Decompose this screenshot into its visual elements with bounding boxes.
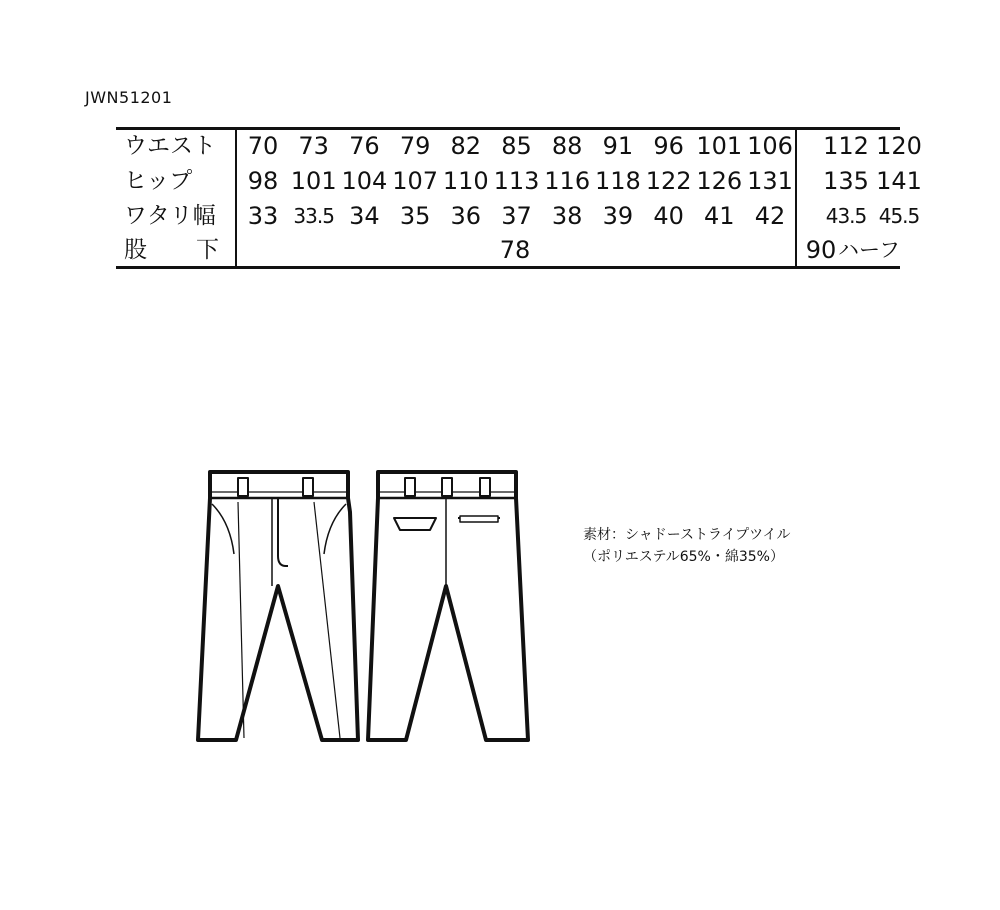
size-cell: 96 <box>653 132 684 160</box>
label-divider <box>235 127 237 269</box>
size-cell: 116 <box>544 167 591 195</box>
material-line-1: 素材：シャドーストライプツイル <box>583 527 791 543</box>
size-cell: 82 <box>450 132 482 160</box>
size-cell: 41 <box>704 202 735 230</box>
size-cell: 101 <box>290 167 337 195</box>
size-cell: 33.5 <box>293 204 334 228</box>
material-line-2: （ポリエステル65%・綿35%） <box>583 549 784 565</box>
size-cell: 98 <box>247 167 279 195</box>
size-cell: 101 <box>696 132 743 160</box>
inseam-value: 78 <box>499 236 531 264</box>
size-cell: 42 <box>754 202 786 230</box>
size-cell: 70 <box>247 132 279 160</box>
size-cell: 39 <box>602 202 634 230</box>
size-cell: 110 <box>442 167 489 195</box>
row-label: ヒップ <box>124 168 193 194</box>
size-cell: 107 <box>392 167 438 195</box>
pants-front-drawing <box>198 472 358 740</box>
size-cell: 104 <box>341 167 388 195</box>
size-table <box>116 127 922 269</box>
size-cell-extra: 112 <box>823 132 869 160</box>
size-cell: 106 <box>747 132 793 160</box>
size-cell: 73 <box>298 132 329 160</box>
material-info <box>583 524 790 568</box>
row-label: ワタリ幅 <box>124 203 216 229</box>
size-cell: 76 <box>349 132 380 160</box>
pants-back-drawing <box>368 472 528 740</box>
size-cell: 79 <box>399 132 431 160</box>
product-code: JWN51201 <box>85 88 173 107</box>
size-cell: 91 <box>602 132 634 160</box>
size-cell: 126 <box>696 167 743 195</box>
size-cell: 118 <box>594 167 641 195</box>
size-cell: 37 <box>501 202 532 230</box>
row-label-inseam <box>124 233 229 267</box>
size-cell: 113 <box>493 167 540 195</box>
size-cell: 85 <box>501 132 532 160</box>
size-cell: 34 <box>349 202 380 230</box>
size-cell: 35 <box>399 202 431 230</box>
inseam-extra-note: ハーフ <box>838 238 900 262</box>
size-cell-extra: 45.5 <box>878 204 920 228</box>
size-cell: 38 <box>551 202 583 230</box>
size-cell: 36 <box>450 202 482 230</box>
size-cell: 40 <box>653 202 684 230</box>
inseam-extra-value: 90 <box>805 236 837 264</box>
size-cell-extra: 120 <box>876 132 922 160</box>
size-cell: 88 <box>551 132 583 160</box>
size-cell-extra: 135 <box>823 167 869 195</box>
pants-drawings <box>190 462 530 747</box>
row-label: ウエスト <box>124 133 216 159</box>
size-cell: 33 <box>247 202 279 230</box>
inseam-label-b: 下 <box>196 237 219 263</box>
size-cell-extra: 141 <box>876 167 922 195</box>
size-cell: 131 <box>747 167 793 195</box>
size-cell-extra: 43.5 <box>825 204 867 228</box>
inseam-label-a: 股 <box>124 237 147 263</box>
size-cell: 122 <box>645 167 692 195</box>
